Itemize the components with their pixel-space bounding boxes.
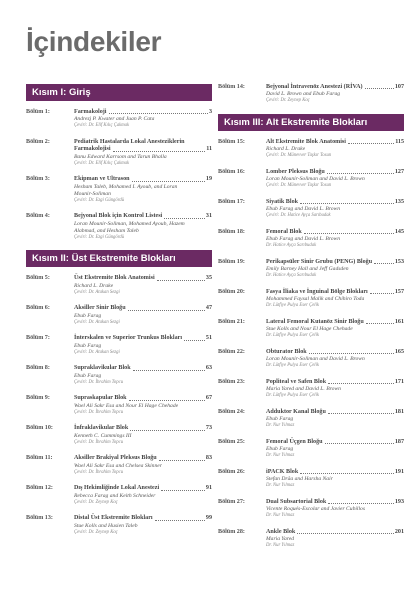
page-number: 99 <box>205 515 212 522</box>
dot-leader <box>129 400 205 401</box>
chapter-title-row <box>266 409 404 416</box>
chapter-translator: Dr. Nur Yılmaz <box>266 453 295 459</box>
entry-body <box>266 319 404 340</box>
entry-body <box>74 305 212 326</box>
chapter-title: iPACK Blok <box>266 469 299 475</box>
entry-body <box>266 469 404 490</box>
chapter-title: Farmakolojisi <box>74 146 111 153</box>
chapter-authors: Alabmad, and Hesham Taleb <box>74 227 139 234</box>
toc-entry[interactable] <box>218 529 404 550</box>
page-number: 171 <box>394 379 404 385</box>
chapter-number: Bölüm 23: <box>218 379 245 385</box>
page-number: 201 <box>394 529 404 535</box>
page-number: 115 <box>395 139 404 145</box>
entry-body <box>74 395 212 416</box>
chapter-translator: Dr. Nur Yılmaz <box>266 543 295 549</box>
entry-body <box>74 335 212 356</box>
dot-leader <box>327 173 394 174</box>
dot-leader <box>365 88 394 89</box>
chapter-translator: Çeviri: Dr. Atakan Sezgi <box>74 349 120 355</box>
chapter-title: Dış Hekimliğinde Lokal Anestezi <box>74 485 160 492</box>
page-number: 63 <box>205 365 212 372</box>
chapter-number: Bölüm 18: <box>218 229 245 235</box>
chapter-translator: Çeviri: Dr. İbrahim Topcu <box>74 409 124 415</box>
chapter-title-row <box>74 146 212 153</box>
chapter-authors: Ebub Farag <box>266 446 294 453</box>
page-number: 83 <box>205 455 212 462</box>
chapter-title: Adduktor Kanal Bloğu <box>266 409 326 415</box>
chapter-title: Distal Üst Ekstremite Blokları <box>74 515 153 522</box>
chapter-authors: Maria Yared and David L. Brown <box>266 386 341 393</box>
page-number: 165 <box>394 349 404 355</box>
dot-leader <box>132 181 205 182</box>
toc-entry[interactable] <box>218 379 404 400</box>
page-title: İçindekiler <box>26 26 162 57</box>
toc-left-column <box>26 84 212 545</box>
chapter-translator: Dr. Nur Yılmaz <box>266 423 295 429</box>
page-number: 153 <box>394 259 404 265</box>
chapter-number: Bölüm 1: <box>26 109 50 115</box>
chapter-title: Farmakoloji <box>74 109 107 115</box>
page-number: 19 <box>205 176 212 183</box>
dot-leader <box>113 151 206 152</box>
chapter-number: Bölüm 28: <box>218 529 245 535</box>
chapter-title-row <box>266 349 404 356</box>
chapter-number: Bölüm 12: <box>26 485 53 492</box>
page-number: 47 <box>205 305 212 312</box>
chapter-translator: Dr. Nur Yılmaz <box>266 483 295 489</box>
dot-leader <box>157 280 205 281</box>
chapter-number: Bölüm 20: <box>218 289 245 295</box>
toc-entry[interactable] <box>218 439 404 460</box>
page-number: 73 <box>205 425 212 432</box>
chapter-number: Bölüm 22: <box>218 349 245 355</box>
entry-body <box>74 515 212 536</box>
chapter-translator: Çeviri: Dr. Elif Kılıç Çakmak <box>74 160 130 166</box>
entry-body <box>74 176 212 204</box>
chapter-authors: Stue Kolls and Nour El Hage Chehade <box>266 326 353 333</box>
dot-leader <box>109 113 208 114</box>
chapter-title: Aksiller Sinir Bloğu <box>74 305 126 312</box>
entry-body <box>74 109 212 130</box>
chapter-title-row <box>266 529 404 536</box>
toc-entry[interactable] <box>26 305 212 326</box>
section-heading: Kısım I: Giriş <box>26 84 212 101</box>
dot-leader <box>297 533 394 534</box>
toc-entry[interactable] <box>26 395 212 416</box>
toc-entry[interactable] <box>26 275 212 296</box>
toc-entry[interactable] <box>218 84 404 105</box>
entry-body <box>74 213 212 241</box>
chapter-authors: Loran Mounir-Soliman and David L. Brown <box>266 176 365 183</box>
toc-entry[interactable] <box>26 425 212 446</box>
chapter-title: Supraklavikular Blok <box>74 365 131 372</box>
toc-entry[interactable] <box>26 455 212 476</box>
chapter-translator: Çeviri: Dr. Atakan Sezgi <box>74 319 120 325</box>
chapter-authors: Stue Kolls and Husien Taleb <box>74 522 138 529</box>
toc-entry[interactable] <box>26 139 212 167</box>
page-number: 193 <box>394 499 404 505</box>
toc-entry[interactable] <box>218 169 404 190</box>
chapter-title-row <box>266 169 404 176</box>
page-number: 91 <box>205 485 212 492</box>
chapter-authors: Hesham Taleb, Mohamed I. Ayoub, and Loran <box>74 183 178 190</box>
entry-body <box>266 259 404 280</box>
chapter-authors: Richard L. Drake <box>266 146 306 153</box>
chapter-translator: Çeviri: Dr. Zeynep Koç <box>74 499 118 505</box>
chapter-authors: Ebub Farag <box>74 342 102 349</box>
page-number: 107 <box>394 84 404 90</box>
page-number: 161 <box>394 319 404 325</box>
toc-entry[interactable] <box>218 409 404 430</box>
chapter-title: İnterskalen ve Superior Trunkus Blokları <box>74 335 183 342</box>
section-2-list <box>26 275 212 536</box>
chapter-authors: Wael Ali Sakr Esa and Chelsea Skinner <box>74 462 162 469</box>
dot-leader <box>328 383 394 384</box>
chapter-title: Lomber Pleksus Bloğu <box>266 169 325 175</box>
entry-body <box>266 439 404 460</box>
dot-leader <box>370 293 394 294</box>
toc-entry[interactable] <box>218 199 404 220</box>
chapter-translator: Çeviri: Dr. İbrahim Topcu <box>74 469 124 475</box>
section-1-list <box>26 109 212 241</box>
toc-entry[interactable] <box>26 365 212 386</box>
page-number: 67 <box>205 395 212 402</box>
chapter-translator: Dr. Hatice Ayça Sarıbudak <box>266 273 317 279</box>
chapter-title: Supraskapular Blok <box>74 395 127 402</box>
dot-leader <box>300 473 394 474</box>
dot-leader <box>164 218 205 219</box>
chapter-title-row <box>266 439 404 446</box>
chapter-title: Femoral Blok <box>266 229 302 235</box>
page-number: 191 <box>394 469 404 475</box>
entry-body <box>74 139 212 167</box>
toc-entry[interactable] <box>26 176 212 204</box>
dot-leader <box>155 520 205 521</box>
chapter-authors: Richard L. Drake <box>74 282 114 289</box>
page-number: 3 <box>208 109 212 115</box>
chapter-number: Bölüm 10: <box>26 425 53 432</box>
chapter-title-row <box>74 109 212 116</box>
chapter-authors: Stefan Drăa and Harsha Nair <box>266 476 333 483</box>
page-number: 35 <box>205 275 212 282</box>
entry-body <box>74 455 212 476</box>
entry-body <box>266 229 404 250</box>
chapter-translator: Dr. Nur Yılmaz <box>266 513 295 519</box>
chapter-number: Bölüm 16: <box>218 169 245 175</box>
page-number: 187 <box>394 439 404 445</box>
chapter-title-row <box>266 229 404 236</box>
chapter-authors: Wael Ali Sakr Esa and Nour El Hage Chehade <box>74 402 179 409</box>
chapter-authors: Maria Yared <box>266 536 295 543</box>
chapter-authors: Ebub Farag <box>74 312 102 319</box>
chapter-number: Bölüm 5: <box>26 275 50 282</box>
page-number: 135 <box>394 199 404 205</box>
page-number: 31 <box>205 213 212 220</box>
chapter-authors: Ebub Farag and David L. Brown <box>266 236 341 243</box>
section-heading: Kısım II: Üst Ekstremite Blokları <box>26 250 212 267</box>
toc-entry[interactable] <box>218 289 404 310</box>
chapter-title-row <box>74 395 212 402</box>
chapter-number: Bölüm 2: <box>26 139 50 145</box>
entry-body <box>266 199 404 220</box>
chapter-title: Perikapsüler Sinir Grubu (PENG) Bloğu <box>266 259 373 265</box>
entry-body <box>266 499 404 520</box>
page-number: 51 <box>205 335 212 342</box>
chapter-title: Fasya İliaka ve İnguinal Bölge Blokları <box>266 289 368 295</box>
chapter-title: Alt Ekstremite Blok Anatomisi <box>266 139 346 145</box>
chapter-translator: Çeviri: Dr. Hatice Ayça Sarıbudak <box>266 213 331 219</box>
chapter-title: Siyatik Blok <box>266 199 299 205</box>
dot-leader <box>328 503 394 504</box>
toc-entry[interactable] <box>218 139 404 160</box>
chapter-number: Bölüm 15: <box>218 139 245 145</box>
chapter-number: Bölüm 6: <box>26 305 50 312</box>
chapter-title-line: Pediatrik Hastalarda Lokal Anesteziklerin <box>74 139 185 145</box>
chapter-title-row <box>266 319 404 326</box>
chapter-title-row <box>266 84 404 91</box>
entry-body <box>74 365 212 386</box>
toc-entry[interactable] <box>26 485 212 506</box>
toc-entry[interactable] <box>26 515 212 536</box>
right-top-list <box>218 84 404 105</box>
toc-entry[interactable] <box>218 319 404 340</box>
section-3-list <box>218 139 404 550</box>
dot-leader <box>184 340 205 341</box>
entry-body <box>266 139 404 160</box>
chapter-title-row <box>266 199 404 206</box>
entry-body <box>74 485 212 506</box>
chapter-authors: Loran Mounir-Soliman and David L. Brown <box>266 356 365 363</box>
page-number: 157 <box>394 289 404 295</box>
toc-entry[interactable] <box>218 349 404 370</box>
chapter-authors: Vicente Roqués-Escolar and Javier Cubillos <box>266 506 366 513</box>
toc-entry[interactable] <box>218 259 404 280</box>
chapter-translator: Çeviri: Dr. İbrahim Topcu <box>74 379 124 385</box>
chapter-title: Obturator Blok <box>266 349 307 355</box>
chapter-translator: Dr. Lütfiye Pulya Eser Çelik <box>266 303 319 309</box>
toc-entry[interactable] <box>218 469 404 490</box>
dot-leader <box>128 310 205 311</box>
dot-leader <box>133 370 205 371</box>
chapter-title-row <box>74 425 212 432</box>
chapter-title: Bejyonal İntravenöz Anestezi (RİVA) <box>266 84 363 90</box>
chapter-number: Bölüm 8: <box>26 365 50 372</box>
chapter-number: Bölüm 11: <box>26 455 53 462</box>
chapter-translator: Çeviri: Dr. Zeynep Koç <box>266 98 310 104</box>
dot-leader <box>161 490 205 491</box>
entry-body <box>266 289 404 310</box>
chapter-title: Popliteal ve Safen Blok <box>266 379 327 385</box>
chapter-number: Bölüm 3: <box>26 176 50 183</box>
dot-leader <box>374 263 394 264</box>
chapter-authors: Mohammed Faysal Malik and Chihiro Toda <box>266 296 365 303</box>
chapter-number: Bölüm 27: <box>218 499 245 505</box>
chapter-translator: Çeviri: Dr. Zeynep Koç <box>74 529 118 535</box>
entry-body <box>266 379 404 400</box>
page-number: 181 <box>394 409 404 415</box>
chapter-authors: Ebub Farag <box>266 416 294 423</box>
dot-leader <box>130 430 205 431</box>
chapter-number: Bölüm 26: <box>218 469 245 475</box>
chapter-translator: Dr. Hatice Ayça Sarıbudak <box>266 243 317 249</box>
chapter-title-row <box>266 289 404 296</box>
chapter-number: Bölüm 14: <box>218 84 245 90</box>
entry-body <box>74 425 212 446</box>
dot-leader <box>304 233 394 234</box>
chapter-title: Üst Ekstremite Blok Anatomisi <box>74 275 155 282</box>
chapter-title-row <box>74 213 212 220</box>
toc-entry[interactable] <box>26 109 212 130</box>
chapter-title-row <box>266 499 404 506</box>
chapter-title-row <box>74 176 212 183</box>
chapter-authors: David L. Brown and Ebub Farag <box>266 91 341 98</box>
chapter-title: Femoral Üçgen Bloğu <box>266 439 323 445</box>
chapter-title: İnfraklavikular Blok <box>74 425 129 432</box>
chapter-translator: Dr. Lütfiye Pulya Eser Çelik <box>266 363 319 369</box>
chapter-title-row <box>74 515 212 522</box>
chapter-authors: Kenneth C. Cummings III <box>74 432 132 439</box>
chapter-title-row <box>74 485 212 492</box>
toc-entry[interactable] <box>218 499 404 520</box>
chapter-authors: Ebub Farag <box>74 372 102 379</box>
section-heading: Kısım III: Alt Ekstremite Blokları <box>218 114 404 131</box>
chapter-title-row <box>74 455 212 462</box>
entry-body <box>266 409 404 430</box>
chapter-title-row <box>266 139 404 146</box>
chapter-title-row <box>74 365 212 372</box>
chapter-title: Ekipman ve Ultrason <box>74 176 130 183</box>
toc-right-column <box>218 84 404 559</box>
dot-leader <box>300 203 394 204</box>
chapter-number: Bölüm 4: <box>26 213 50 220</box>
chapter-title-row <box>74 305 212 312</box>
chapter-authors: Mounir-Soliman <box>74 190 111 197</box>
chapter-title: Lateral Femoral Kutanöz Sinir Bloğu <box>266 319 364 325</box>
entry-body <box>266 349 404 370</box>
chapter-authors: Andrezj P. Kwater and Juan P. Cata <box>74 116 155 123</box>
chapter-authors: Loran Mounir-Soliman, Mohamed Ayoub, Hazem <box>74 220 185 227</box>
chapter-authors: Ebub Farag and David L. Brown <box>266 206 341 213</box>
chapter-translator: Dr. Lütfiye Pulya Eser Çelik <box>266 393 319 399</box>
toc-entry[interactable] <box>26 213 212 241</box>
chapter-translator: Çeviri: Dr. Ezgi Güngördü <box>74 234 125 240</box>
chapter-number: Bölüm 21: <box>218 319 245 325</box>
chapter-translator: Çeviri: Dr. Ezgi Güngördü <box>74 197 125 203</box>
toc-entry[interactable] <box>26 335 212 356</box>
chapter-authors: Banu Edward Karrsom and Tarun Bhalla <box>74 153 167 160</box>
dot-leader <box>159 460 205 461</box>
chapter-title: Ankle Blok <box>266 529 296 535</box>
chapter-number: Bölüm 17: <box>218 199 245 205</box>
chapter-title-row <box>74 275 212 282</box>
chapter-title: Bejyonal Blok için Kontrol Listesi <box>74 213 163 220</box>
chapter-number: Bölüm 7: <box>26 335 50 342</box>
entry-body <box>266 169 404 190</box>
dot-leader <box>366 323 394 324</box>
chapter-translator: Çeviri: Dr. Münevver Taşkır Tosun <box>266 183 332 189</box>
chapter-authors: Rebecca Farag and Keith Schneider <box>74 492 156 499</box>
entry-body <box>74 275 212 296</box>
chapter-number: Bölüm 13: <box>26 515 53 522</box>
dot-leader <box>348 143 394 144</box>
chapter-number: Bölüm 19: <box>218 259 245 265</box>
dot-leader <box>309 353 394 354</box>
chapter-title: Dual Subsartorial Blok <box>266 499 327 505</box>
chapter-translator: Çeviri: Dr. İbrahim Topcu <box>74 439 124 445</box>
chapter-title: Aksiller Brakiyal Pleksus Bloğu <box>74 455 157 462</box>
chapter-translator: Çeviri: Dr. Münevver Taşkır Tosun <box>266 153 332 159</box>
chapter-title-row <box>266 379 404 386</box>
chapter-authors: Emily Barney Hall and Jeff Gadsden <box>266 266 349 273</box>
dot-leader <box>328 413 394 414</box>
page-number: 11 <box>206 146 212 153</box>
page-number: 127 <box>394 169 404 175</box>
chapter-translator: Çeviri: Dr. Elif Kılıç Çakmak <box>74 123 130 129</box>
entry-body <box>266 529 404 550</box>
chapter-number: Bölüm 9: <box>26 395 50 402</box>
page-number: 145 <box>394 229 404 235</box>
toc-entry[interactable] <box>218 229 404 250</box>
chapter-title-row <box>74 335 212 342</box>
entry-body <box>266 84 404 105</box>
chapter-translator: Çeviri: Dr. Atakan Sezgi <box>74 289 120 295</box>
chapter-number: Bölüm 25: <box>218 439 245 445</box>
chapter-translator: Dr. Lütfiye Pulya Eser Çelik <box>266 333 319 339</box>
chapter-number: Bölüm 24: <box>218 409 245 415</box>
dot-leader <box>325 443 394 444</box>
